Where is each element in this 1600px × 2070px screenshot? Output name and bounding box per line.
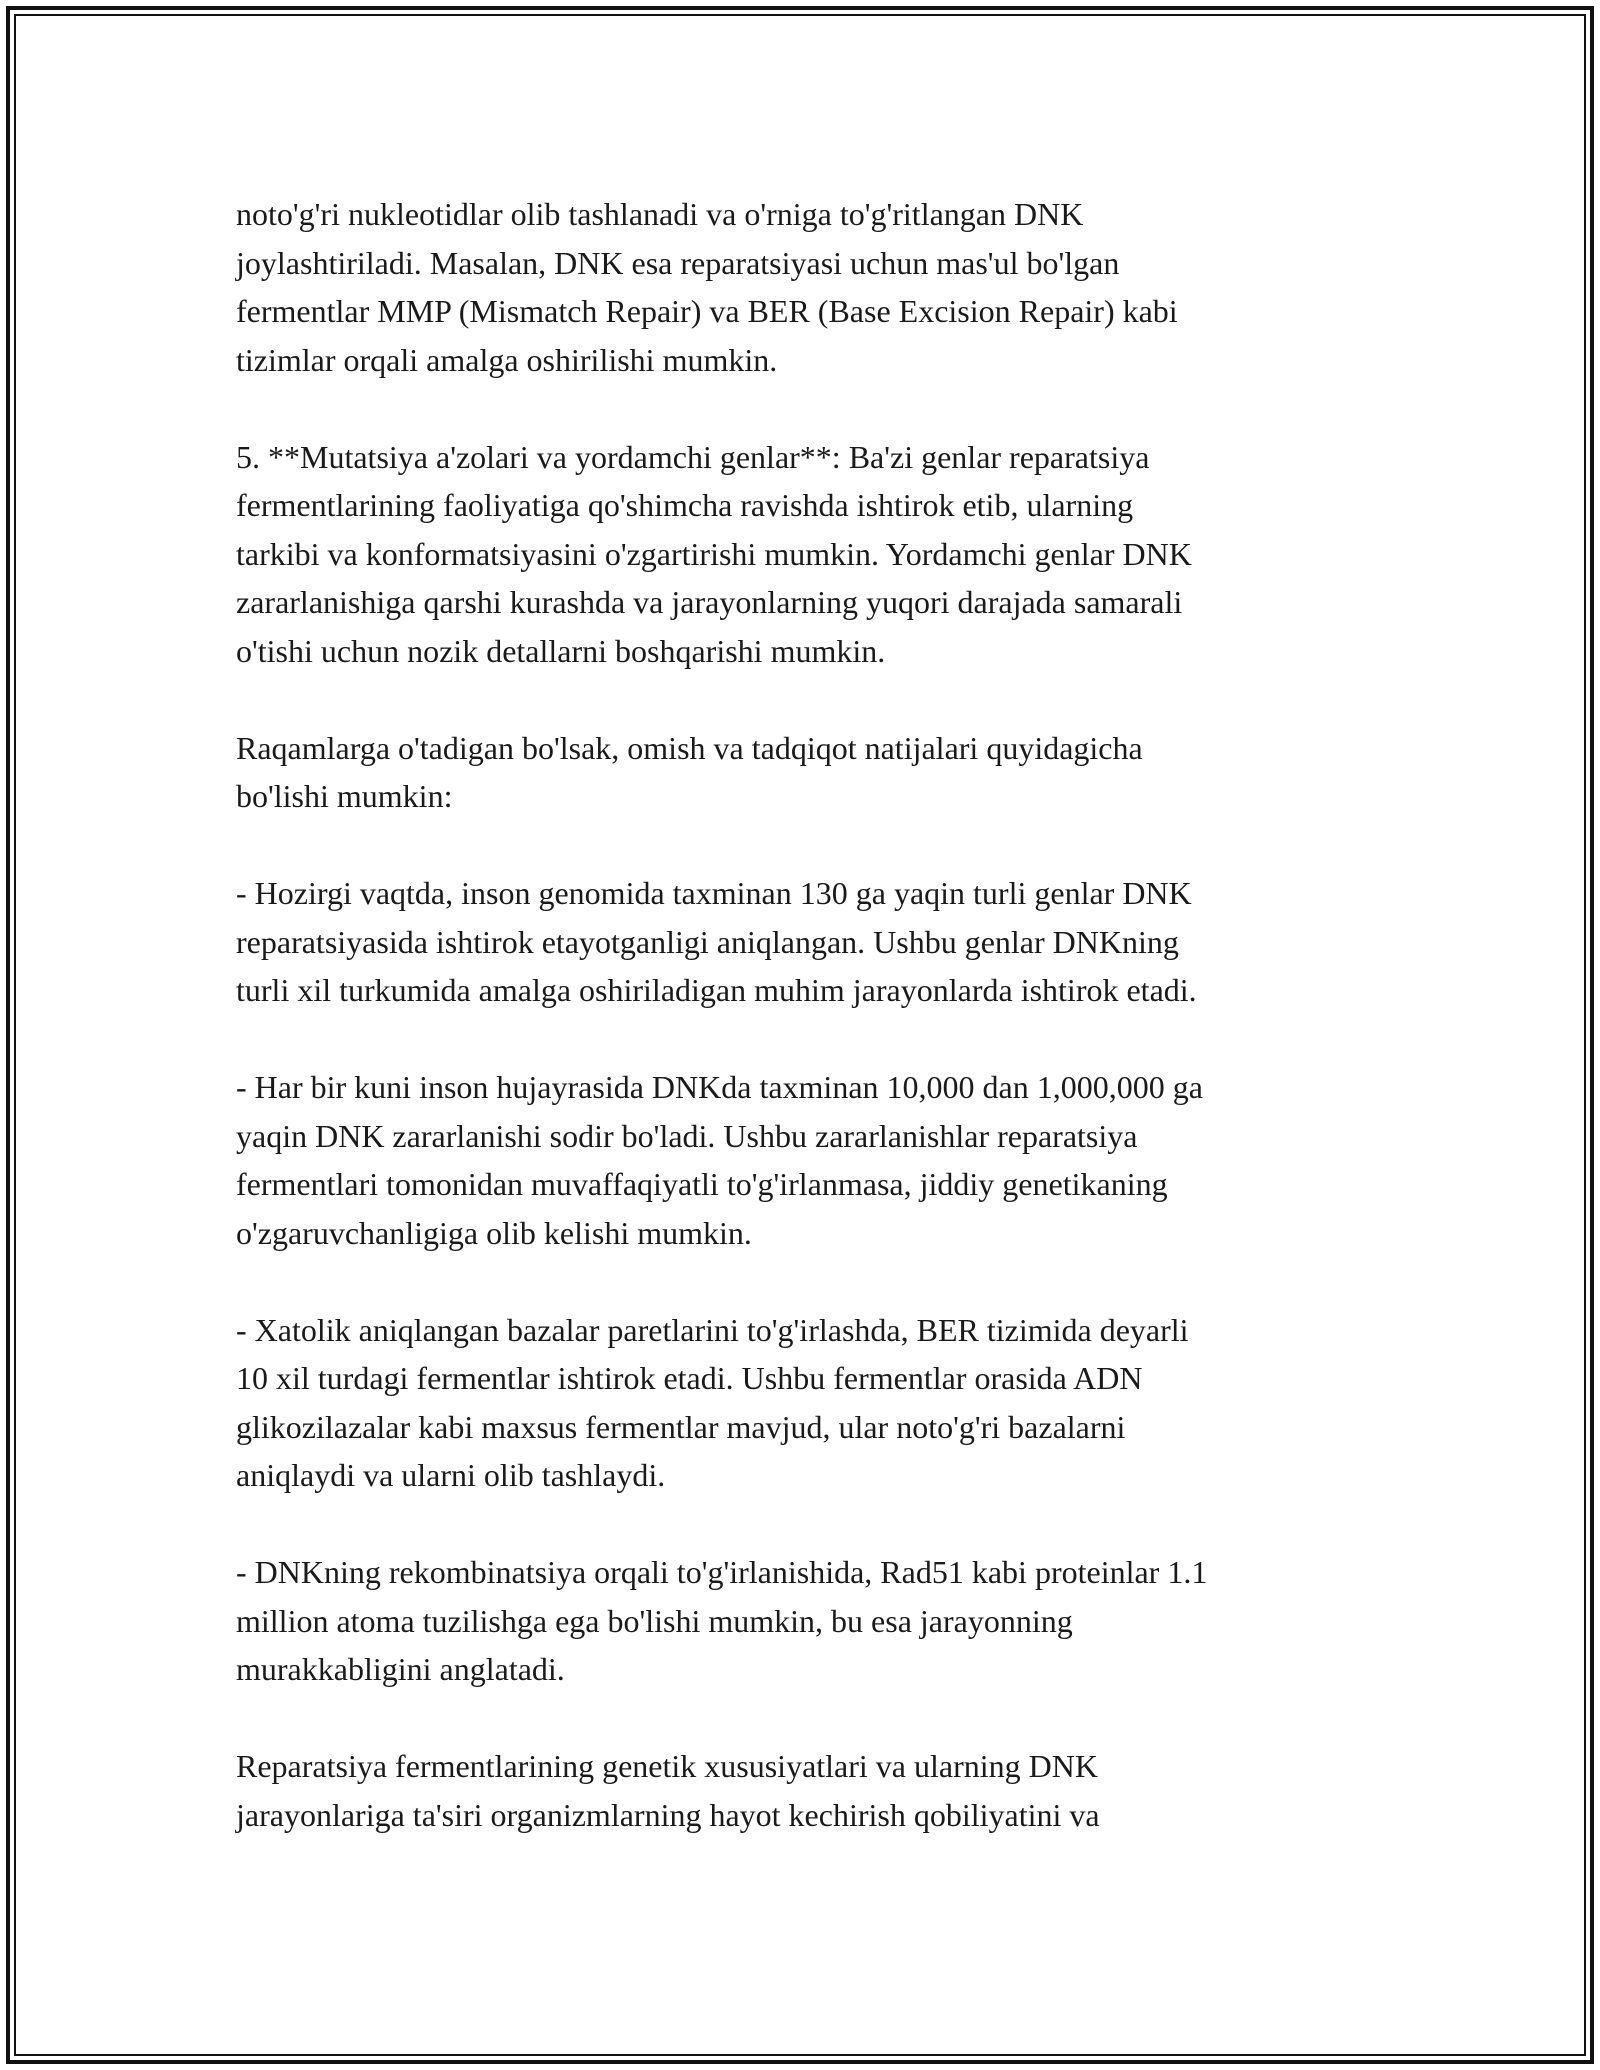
paragraph-mutation-helper-genes: 5. **Mutatsiya a'zolari va yordamchi genlar**: Ba'zi genlar reparatsiya fermentlarining faoliyatiga qo'shimcha ravishda ishtirok etib, ularning tarkibi va konformatsiyasini o'zgartirishi mumkin. Yordamchi genlar DNK zararlanishiga qarshi kurashda va jarayonlarning yuqori darajada samarali o'tishi uchun nozik detallarni boshqarishi mumkin. bbox=[236, 438, 1192, 669]
bullet-rad51: - DNKning rekombinatsiya orqali to'g'irlanishida, Rad51 kabi proteinlar 1.1 million atoma tuzilishga ega bo'lishi mumkin, bu esa jarayonning murakkabligini anglatadi. bbox=[236, 1554, 1208, 1687]
bullet-ber-enzymes: - Xatolik aniqlangan bazalar paretlarini to'g'irlashda, BER tizimida deyarli 10 xil turdagi fermentlar ishtirok etadi. Ushbu fermentlar orasida ADN glikozilazalar kabi maxsus fermentlar mavjud, ular noto'g'ri bazalarni aniqlaydi va ularni olib tashlaydi. bbox=[236, 1311, 1189, 1493]
paragraph-repair-systems: noto'g'ri nukleotidlar olib tashlanadi va o'rniga to'g'ritlangan DNK joylashtiriladi. Masalan, DNK esa reparatsiyasi uchun mas'ul bo'lgan fermentlar MMP (Mismatch Repair) va BER (Base Excision Repair) kabi tizimlar orqali amalga oshirilishi mumkin. bbox=[236, 196, 1178, 378]
paragraph-numbers-intro: Raqamlarga o'tadigan bo'lsak, omish va tadqiqot natijalari quyidagicha bo'lishi mumkin: bbox=[236, 729, 1143, 814]
bullet-daily-damage: - Har bir kuni inson hujayrasida DNKda taxminan 10,000 dan 1,000,000 ga yaqin DNK zararlanishi sodir bo'ladi. Ushbu zararlanishlar reparatsiya fermentlari tomonidan muvaffaqiyatli to'g'irlanmasa, jiddiy genetikaning o'zgaruvchanligiga olib kelishi mumkin. bbox=[236, 1069, 1203, 1251]
bullet-gene-count: - Hozirgi vaqtda, inson genomida taxminan 130 ga yaqin turli genlar DNK reparatsiyasida ishtirok etayotganligi aniqlangan. Ushbu genlar DNKning turli xil turkumida amalga oshiriladigan muhim jarayonlarda ishtirok etadi. bbox=[236, 875, 1197, 1008]
paragraph-conclusion: Reparatsiya fermentlarining genetik xususiyatlari va ularning DNK jarayonlariga ta'siri organizmlarning hayot kechirish qobiliyatini va bbox=[236, 1748, 1100, 1833]
document-body bbox=[236, 190, 1376, 1839]
